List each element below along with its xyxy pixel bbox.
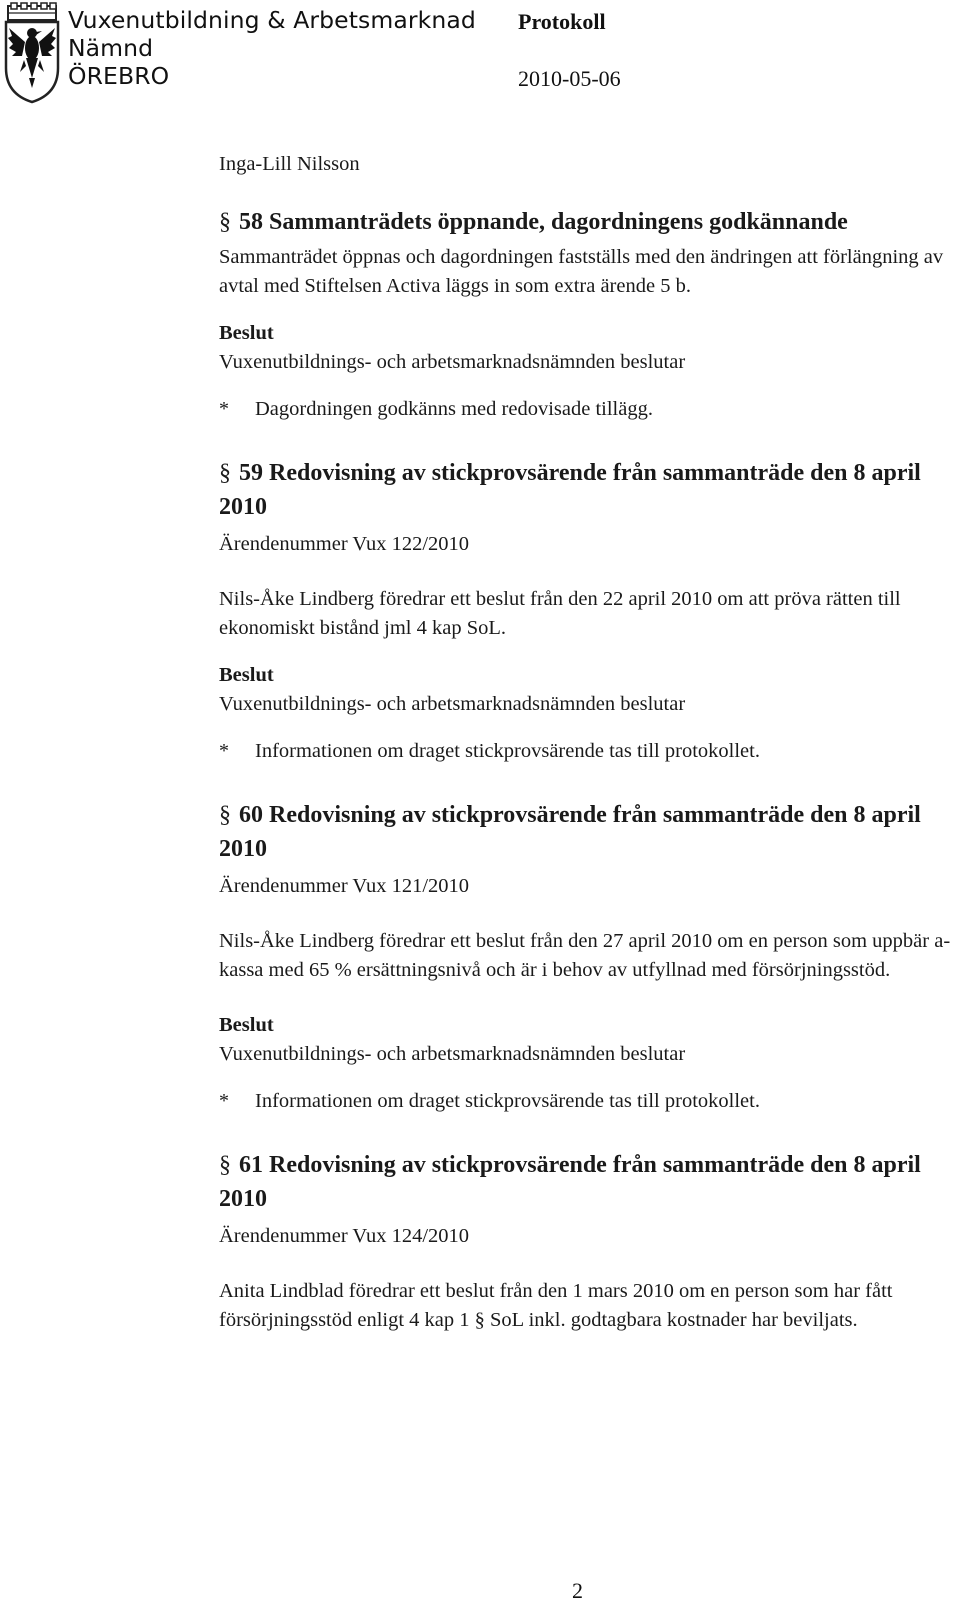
asterisk-bullet-icon: * [219,1090,229,1112]
section-title [219,798,959,866]
organization-name [68,6,476,90]
decision-label: Beslut [219,1014,274,1036]
section-symbol: § [219,802,231,828]
section-61 [219,1148,959,1335]
section-title [219,1148,959,1216]
protocol-body [219,150,959,1335]
section-symbol: § [219,1152,231,1178]
decision-item-text: Informationen om draget stickprovsärende tas till protokollet. [255,1090,760,1112]
section-58 [219,205,959,424]
document-header [0,0,960,120]
decision-body: Vuxenutbildnings- och arbetsmarknadsnämnden beslutar [219,1043,686,1065]
decision-item [219,737,959,766]
section-paragraph: Anita Lindblad föredrar ett beslut från den 1 mars 2010 om en person som har fått försörjningsstöd enligt 4 kap 1 § SoL inkl. godtagbara kostnader har beviljats. [219,1280,893,1331]
organization-line-3: ÖREBRO [68,62,170,90]
decision-item-text: Informationen om draget stickprovsärende tas till protokollet. [255,740,760,762]
decision-item-text: Dagordningen godkänns med redovisade tillägg. [255,398,653,420]
decision-label: Beslut [219,664,274,686]
organization-line-2: Nämnd [68,34,154,62]
section-title-text: 58 Sammanträdets öppnande, dagordningens godkännande [239,209,848,235]
decision-body: Vuxenutbildnings- och arbetsmarknadsnämnden beslutar [219,351,686,373]
section-title [219,205,959,239]
section-59 [219,456,959,766]
decision-item [219,1087,959,1116]
page-number: 2 [572,1578,583,1603]
orebro-coat-of-arms-icon [2,2,62,104]
section-paragraph: Nils-Åke Lindberg föredrar ett beslut från den 22 april 2010 om att pröva rätten till ekonomiskt bistånd jml 4 kap SoL. [219,588,901,639]
decision-body: Vuxenutbildnings- och arbetsmarknadsnämnden beslutar [219,693,686,715]
case-number: Ärendenummer Vux 124/2010 [219,1225,470,1247]
section-title-text: 60 Redovisning av stickprovsärende från sammanträde den 8 april 2010 [219,802,921,862]
document-date: 2010-05-06 [518,66,621,91]
section-symbol: § [219,209,231,235]
decision-label: Beslut [219,322,274,344]
organization-line-1: Vuxenutbildning & Arbetsmarknad [68,6,476,34]
section-paragraph: Sammanträdet öppnas och dagordningen fastställs med den ändringen att förlängning av avtal med Stiftelsen Activa läggs in som extra ärende 5 b. [219,246,944,297]
asterisk-bullet-icon: * [219,398,229,420]
section-60 [219,798,959,1116]
section-title-text: 59 Redovisning av stickprovsärende från sammanträde den 8 april 2010 [219,460,921,520]
asterisk-bullet-icon: * [219,740,229,762]
section-paragraph: Nils-Åke Lindberg föredrar ett beslut från den 27 april 2010 om en person som uppbär a-kassa med 65 % ersättningsnivå och är i behov av utfyllnad med försörjningsstöd. [219,930,951,981]
case-number: Ärendenummer Vux 121/2010 [219,875,470,897]
section-title-text: 61 Redovisning av stickprovsärende från sammanträde den 8 april 2010 [219,1152,921,1212]
attendee-name: Inga-Lill Nilsson [219,153,360,175]
section-title [219,456,959,524]
document-type: Protokoll [518,9,606,34]
case-number: Ärendenummer Vux 122/2010 [219,533,470,555]
section-symbol: § [219,460,231,486]
decision-item [219,395,959,424]
